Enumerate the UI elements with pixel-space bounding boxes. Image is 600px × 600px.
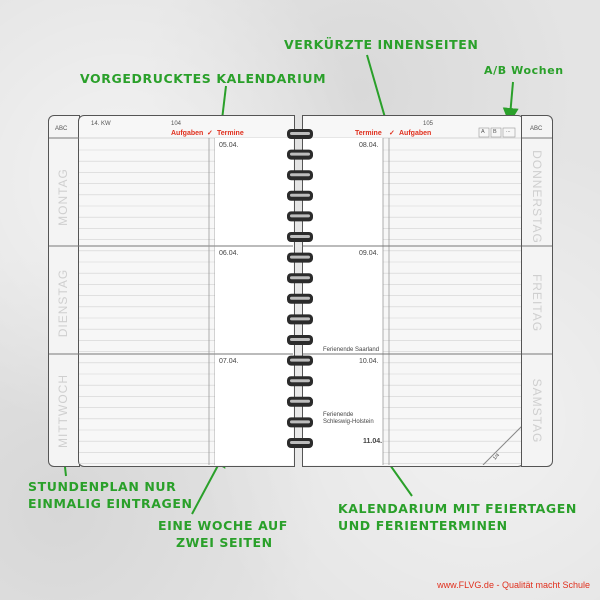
spiral-ring (287, 335, 313, 345)
spiral-ring (287, 397, 313, 407)
right-tab-header: ABC (530, 126, 543, 132)
spiral-ring (287, 294, 313, 304)
right-aufgaben-header: Aufgaben (399, 130, 432, 137)
spiral-ring (287, 253, 313, 263)
annotation-woche-2: ZWEI SEITEN (176, 535, 273, 550)
right-date-2: 09.04. (359, 250, 379, 257)
right-day-label-3: SAMSTAG (530, 378, 544, 444)
left-tab-lines (49, 116, 79, 466)
annotation-ab-wochen: A/B Wochen (484, 64, 564, 77)
left-day-label-2: DIENSTAG (56, 268, 70, 338)
spiral-ring (287, 232, 313, 242)
left-date-3: 07.04. (219, 358, 239, 365)
spiral-ring (287, 211, 313, 221)
right-page (302, 115, 524, 467)
right-sunday-date: 11.04. (363, 438, 383, 445)
left-check-header: ✓ (207, 130, 213, 137)
right-date-3: 10.04. (359, 358, 379, 365)
spiral-binding (279, 124, 319, 464)
left-week-label: 14. KW (91, 121, 111, 127)
left-date-2: 06.04. (219, 250, 239, 257)
spiral-ring (287, 376, 313, 386)
annotation-stundenplan-1: STUNDENPLAN NUR (28, 479, 177, 494)
right-page-number: 105 (423, 121, 434, 127)
right-check-header: ✓ (389, 130, 395, 137)
right-corner-label: 1/4 (491, 452, 502, 462)
spiral-ring (287, 273, 313, 283)
right-event-2a: Ferienende (323, 412, 354, 418)
left-date-1: 05.04. (219, 142, 239, 149)
left-day-label-1: MONTAG (56, 168, 70, 226)
spiral-ring (287, 191, 313, 201)
left-termine-header: Termine (217, 130, 244, 137)
spiral-ring (287, 356, 313, 366)
left-page-lines (79, 116, 293, 465)
right-box-a: A (481, 129, 485, 135)
spiral-ring (287, 170, 313, 180)
left-page-number: 104 (171, 121, 182, 127)
left-tab-header: ABC (55, 126, 68, 132)
right-day-label-2: FREITAG (530, 273, 544, 333)
right-event-2b: Schleswig-Holstein (323, 419, 374, 425)
right-date-1: 08.04. (359, 142, 379, 149)
right-box-b: B (493, 129, 497, 135)
footer-text: www.FLVG.de - Qualität macht Schule (437, 580, 590, 590)
right-box-more: ... (506, 128, 511, 134)
left-page (78, 115, 295, 467)
spiral-ring (287, 314, 313, 324)
annotation-stundenplan-2: EINMALIG EINTRAGEN (28, 496, 193, 511)
spiral-ring (287, 129, 313, 139)
right-event-1: Ferienende Saarland (323, 347, 380, 353)
annotation-woche-1: EINE WOCHE AUF (158, 518, 288, 533)
left-aufgaben-header: Aufgaben (171, 130, 204, 137)
spiral-ring (287, 150, 313, 160)
annotation-verkuerzt: VERKÜRZTE INNENSEITEN (284, 37, 479, 52)
arrow-ab (510, 82, 513, 116)
right-day-label-1: DONNERSTAG (530, 150, 544, 244)
annotation-kalendarium-2: UND FERIENTERMINEN (338, 518, 508, 533)
left-day-label-3: MITTWOCH (56, 374, 70, 448)
spiral-ring (287, 417, 313, 427)
right-termine-header: Termine (355, 130, 382, 137)
annotation-vorgedruckt: VORGEDRUCKTES KALENDARIUM (80, 71, 327, 86)
annotation-kalendarium-1: KALENDARIUM MIT FEIERTAGEN (338, 501, 577, 516)
spiral-ring (287, 438, 313, 448)
